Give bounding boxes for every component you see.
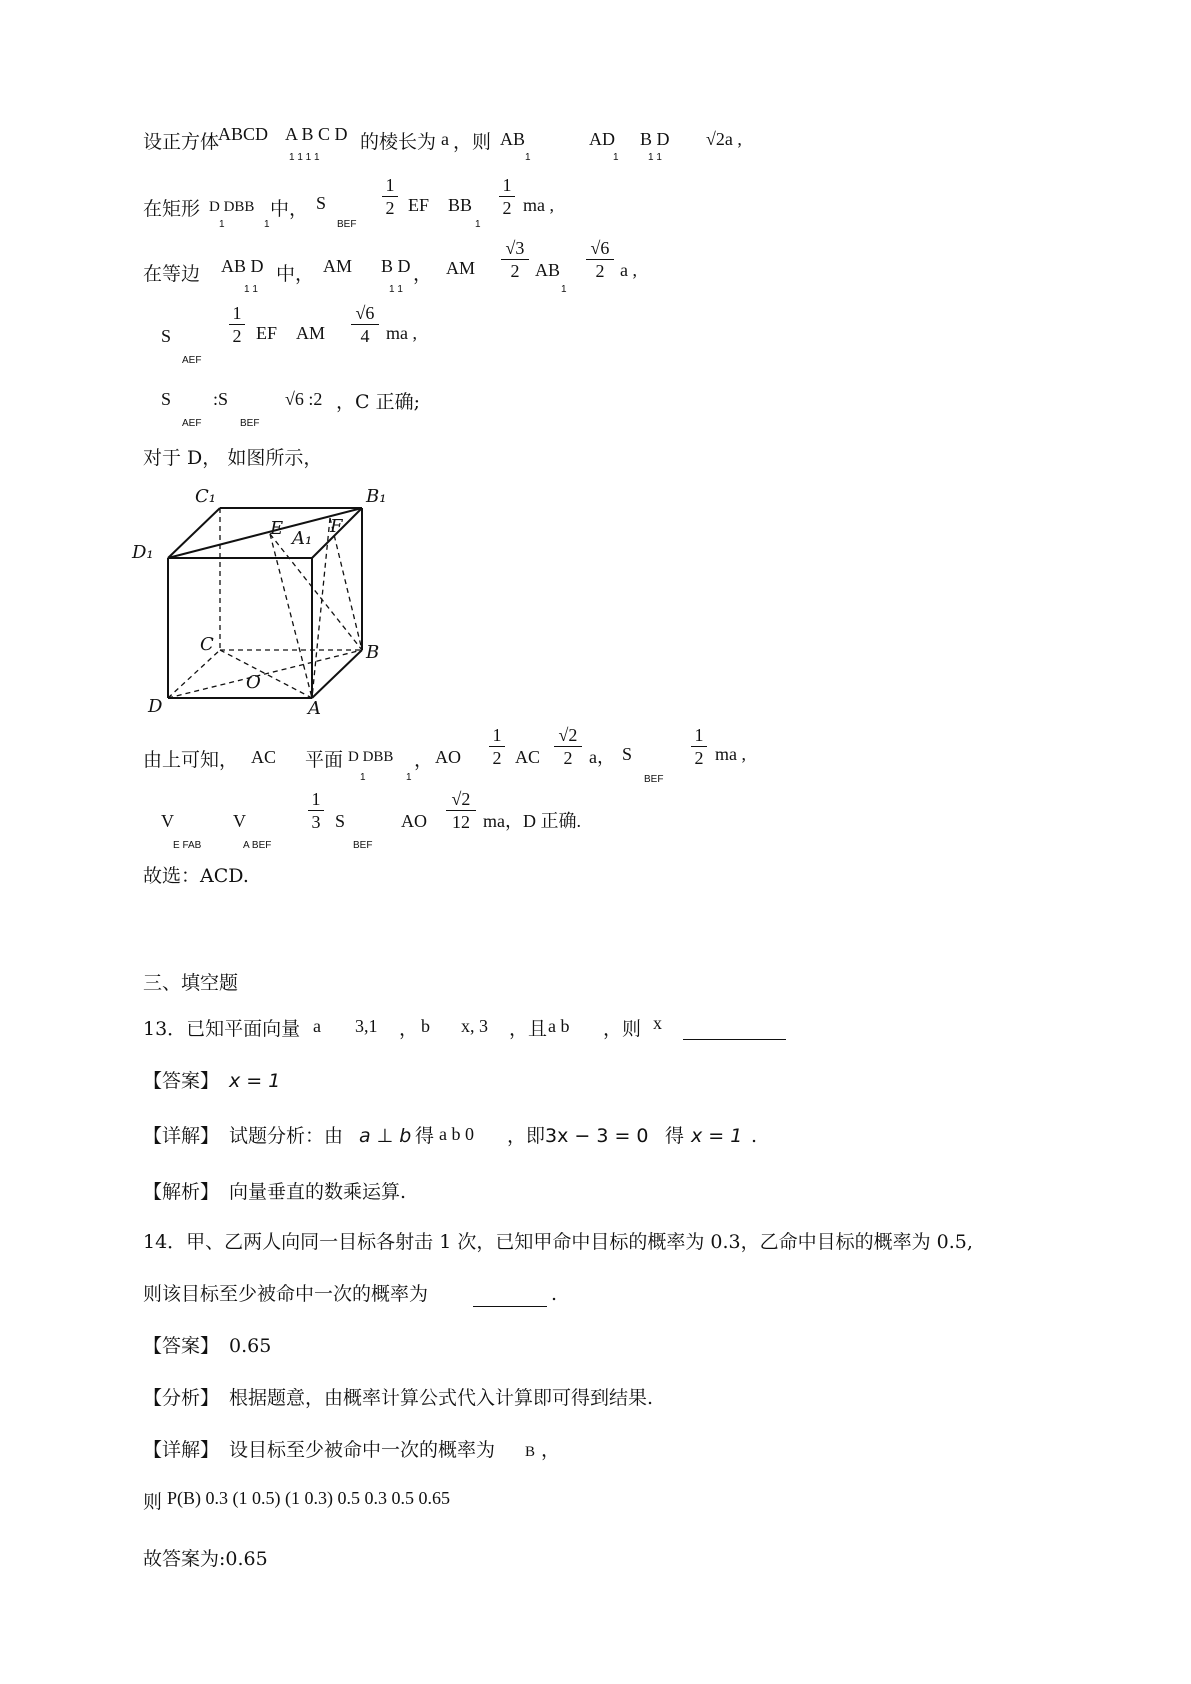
subscript: 1 [561, 284, 567, 295]
math-am: AM [296, 323, 326, 343]
answer-blank[interactable] [473, 1306, 547, 1307]
fraction: 1 2 [487, 724, 507, 769]
math-tail: ma，D 正确. [483, 811, 581, 831]
text: 平面 [305, 749, 344, 771]
subscript: E FAB [173, 840, 202, 851]
text: 13．已知平面向量 [143, 1018, 301, 1040]
text: 14．甲、乙两人向同一目标各射击 1 次，已知甲命中目标的概率为 0.3，乙命中目标的概率为 0.5, [143, 1231, 973, 1253]
math-var: a [313, 1016, 321, 1036]
text: 得 [665, 1125, 685, 1147]
text: 向量垂直的数乘运算. [229, 1181, 407, 1203]
subscript: 1 1 [244, 284, 258, 295]
subscript: 1 [613, 152, 619, 163]
label-e: E [270, 518, 284, 539]
math-var: x [653, 1013, 662, 1033]
math-ac: AC [251, 747, 277, 767]
subscript: AEF [182, 418, 202, 429]
subscript: BEF [337, 219, 357, 230]
math-result: √6 :2 [285, 389, 323, 409]
math-perp: a ⊥ b [359, 1125, 412, 1147]
text: 设正方体 [143, 131, 220, 153]
math-expr: a b [548, 1016, 570, 1036]
math-ad: AD [589, 129, 615, 149]
label-a: A [308, 698, 321, 719]
math-v: V [233, 811, 246, 831]
text: ，则 [453, 131, 492, 153]
text: ，则 [603, 1018, 642, 1040]
math-s: S [316, 193, 327, 213]
detail-label: 【详解】 [143, 1439, 220, 1461]
fraction: √2 2 [553, 724, 583, 769]
math-tail: ma , [386, 323, 417, 343]
answer-value: 0.65 [229, 1335, 272, 1357]
math-plane: D DBB [348, 749, 394, 765]
text: 根据题意，由概率计算公式代入计算即可得到结果. [229, 1387, 654, 1409]
math-ef: EF [256, 323, 278, 343]
math-result: √2a , [706, 129, 742, 149]
math-abcd: ABCD [218, 124, 269, 144]
section-heading: 三、填空题 [143, 972, 239, 994]
math-var: b [421, 1016, 430, 1036]
subscript: 1 [360, 772, 366, 783]
text: 故选：ACD. [143, 865, 249, 887]
text: 试题分析：由 [229, 1125, 344, 1147]
text: 对于 D， 如图所示， [143, 447, 323, 469]
text: 得 [415, 1125, 435, 1147]
math-ao: AO [401, 811, 427, 831]
label-d1: D₁ [132, 542, 154, 563]
text: 中， [276, 263, 315, 285]
detail-label: 【详解】 [143, 1125, 220, 1147]
text: 在矩形 [143, 198, 201, 220]
math-s: S [161, 326, 172, 346]
label-b: B [366, 642, 380, 663]
text: ， [414, 749, 434, 771]
math-ef: EF [408, 195, 430, 215]
math-tail: ma , [523, 195, 554, 215]
fraction: √3 2 [500, 237, 530, 282]
math-am: AM [323, 256, 353, 276]
label-c1: C₁ [195, 486, 216, 507]
answer-value: x = 1 [229, 1070, 281, 1092]
subscript: 1 1 [648, 152, 662, 163]
label-b1: B₁ [366, 486, 387, 507]
math-expr: P(B) 0.3 (1 0.5) (1 0.3) 0.5 0.3 0.5 0.65 [167, 1488, 450, 1508]
analysis-label: 【解析】 [143, 1181, 220, 1203]
label-a1: A₁ [292, 528, 313, 549]
answer-label: 【答案】 [143, 1335, 220, 1357]
math-a: a， [589, 747, 615, 767]
text: 中， [270, 198, 309, 220]
cube-figure [132, 486, 400, 719]
math-ab: AB [535, 260, 561, 280]
label-f: F [330, 516, 343, 537]
text: ， [413, 263, 433, 285]
text: 设目标至少被命中一次的概率为 [229, 1439, 496, 1461]
math-s: S [161, 389, 172, 409]
math-s: S [335, 811, 346, 831]
math-tail: a , [620, 260, 637, 280]
math-var: a [441, 129, 449, 149]
subscript: 1 [525, 152, 531, 163]
text: 在等边 [143, 263, 201, 285]
fraction: √6 4 [350, 302, 380, 347]
subscript: 1 1 [389, 284, 403, 295]
label-o: O [246, 672, 261, 693]
fraction: 1 2 [497, 174, 517, 219]
math-var: B [525, 1444, 536, 1460]
math-dot: a b 0 [439, 1124, 474, 1144]
text: 则 [143, 1491, 163, 1513]
math-s: S [622, 744, 633, 764]
fraction: √6 2 [585, 237, 615, 282]
math-value: 3,1 [355, 1016, 378, 1036]
math-am: AM [446, 258, 476, 278]
text: 由上可知， [143, 749, 239, 771]
math-abd: AB D [221, 256, 264, 276]
subscript: AEF [182, 355, 202, 366]
math-tail: ma , [715, 744, 746, 764]
text: . [751, 1125, 758, 1147]
text: . [551, 1283, 558, 1305]
fraction: 1 2 [689, 724, 709, 769]
fraction: 1 2 [227, 302, 247, 347]
math-result: x = 1 [691, 1125, 743, 1147]
math-ratio: :S [213, 389, 229, 409]
analysis-label: 【分析】 [143, 1387, 220, 1409]
answer-label: 【答案】 [143, 1070, 220, 1092]
text: 的棱长为 [360, 131, 437, 153]
fraction: 1 3 [306, 788, 326, 833]
answer-blank[interactable] [683, 1039, 786, 1040]
math-eq: 3x − 3 = 0 [545, 1125, 649, 1147]
math-bb: BB [448, 195, 473, 215]
text: ，C 正确; [336, 391, 420, 413]
subscript: 1 1 1 1 [289, 152, 320, 163]
text: ， [399, 1018, 419, 1040]
math-a1b1c1d1: A B C D [285, 124, 348, 144]
subscript: BEF [644, 774, 664, 785]
math-v: V [161, 811, 174, 831]
label-d: D [148, 696, 163, 717]
subscript: A BEF [243, 840, 272, 851]
subscript: BEF [240, 418, 260, 429]
text: ，且 [509, 1018, 548, 1040]
subscript: 1 [264, 219, 270, 230]
fraction: √2 12 [444, 788, 478, 833]
math-ac: AC [515, 747, 541, 767]
text: ， [541, 1439, 561, 1461]
math-bd: B D [640, 129, 670, 149]
label-c: C [200, 634, 214, 655]
math-ab: AB [500, 129, 526, 149]
text: 故答案为:0.65 [143, 1548, 268, 1570]
math-value: x, 3 [461, 1016, 488, 1036]
math-plane: D DBB [209, 199, 255, 215]
text: 则该目标至少被命中一次的概率为 [143, 1283, 429, 1305]
subscript: 1 [219, 219, 225, 230]
math-bd: B D [381, 256, 411, 276]
subscript: 1 [475, 219, 481, 230]
subscript: BEF [353, 840, 373, 851]
text: ，即 [507, 1125, 546, 1147]
subscript: 1 [406, 772, 412, 783]
math-ao: AO [435, 747, 461, 767]
fraction: 1 2 [380, 174, 400, 219]
